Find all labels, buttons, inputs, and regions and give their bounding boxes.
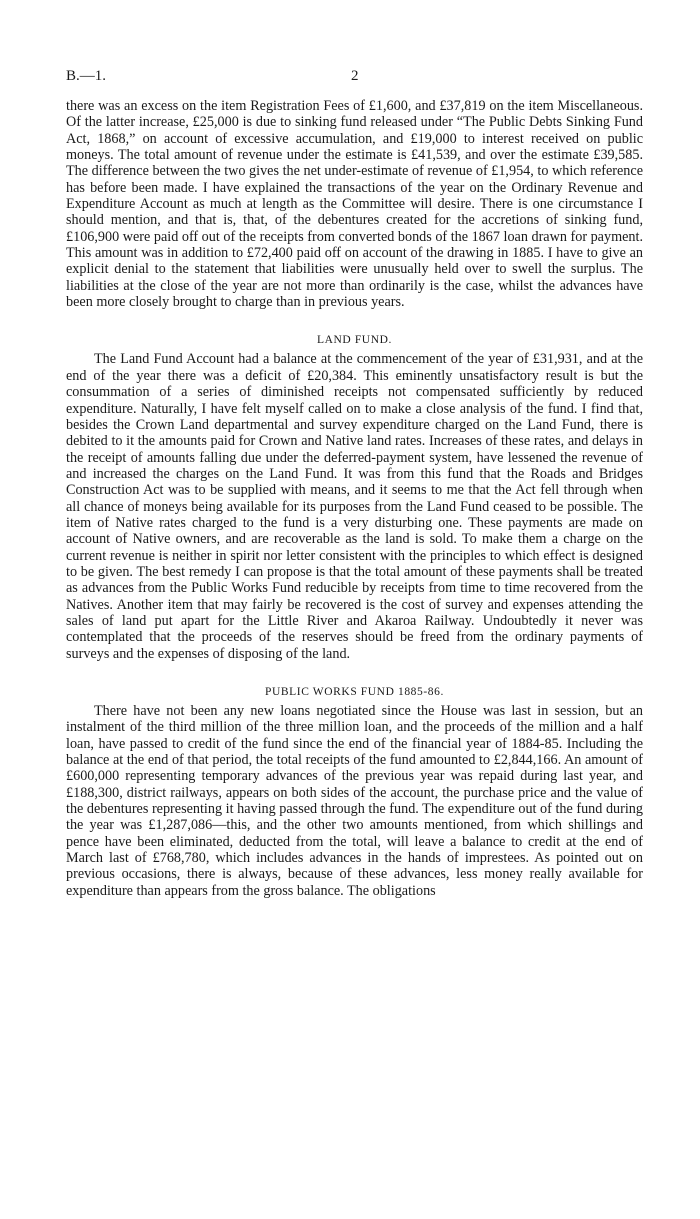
section-heading-land-fund: LAND FUND.: [317, 334, 392, 347]
public-works-fund-paragraph: There have not been any new loans negotiated since the House was last in session, but an instalment of the third million of the three million loan, and the proceeds of the million and a half loan, have passed to credit of the fund since the end of the financial year of 1884-85. Including the balance at the end of that period, the total receipts of the fund amounted to £2,844,166. An amount of £600,000 representing temporary advances of the previous year was repaid during last year, and £188,300, district railways, appears on both sides of the account, the purchase price and the value of the debentures representing it having passed through the fund. The expenditure out of the fund during the year was £1,287,086—this, and the other two amounts mentioned, from which shillings and pence have been eliminated, deducted from the total, will leave a balance to credit at the end of March last of £768,780, which includes advances in the hands of imprestees. As pointed out on previous occasions, there is always, because of these advances, less money really available for expenditure than appears from the gross balance. The obligations: [66, 703, 643, 899]
document-reference: B.—1.: [66, 68, 107, 84]
page-number: 2: [351, 68, 359, 84]
continuation-paragraph: there was an excess on the item Registration Fees of £1,600, and £37,819 on the item Miscellaneous. Of the latter increase, £25,000 is due to sinking fund released under “The Public Debts Sinking Fund Act, 1868,” on account of excessive accumulation, and £19,000 to interest received on public moneys. The total amount of revenue under the estimate is £41,539, and over the estimate £39,585. The difference between the two gives the net under-estimate of revenue of £1,954, to which reference has before been made. I have explained the transactions of the year on the Ordinary Revenue and Expenditure Account as much at length as the Committee will desire. There is one circumstance I should mention, and that is, that, of the debentures created for the accretions of sinking fund, £106,900 were paid off out of the receipts from converted bonds of the 1867 loan drawn for payment. This amount was in addition to £72,400 paid off on account of the drawing in 1885. I have to give an explicit denial to the statement that liabilities were unusually held over to swell the surplus. The liabilities at the close of the year are not more than ordinarily is the case, whilst the advances have been more closely brought to charge than in previous years.: [66, 98, 643, 311]
land-fund-paragraph: The Land Fund Account had a balance at the commencement of the year of £31,931, and at the end of the year there was a deficit of £20,384. This eminently unsatisfactory result is but the consummation of a series of diminished receipts not compensated sufficiently by reduced expenditure. Naturally, I have felt myself called on to make a close analysis of the fund. I find that, besides the Crown Land departmental and survey expenditure charged on the Land Fund, there is debited to it the amounts paid for Crown and Native land rates. Increases of these rates, and delays in the receipt of amounts falling due under the deferred-payment system, have lessened the revenue of and increased the charges on the Land Fund. It was from this fund that the Roads and Bridges Construction Act was to be supplied with means, and it seems to me that the Act fell through when all chance of moneys being available for its purposes from the Land Fund ceased to be possible. The item of Native rates charged to the fund is a very disturbing one. These payments are made on account of Native owners, and are recoverable as the land is sold. To make them a charge on the current revenue is neither in spirit nor letter consistent with the principles to which effect is designed to be given. The best remedy I can propose is that the total amount of these payments shall be treated as advances from the Public Works Fund reducible by receipts from time to time recovered from the Natives. Another item that may fairly be recovered is the cost of survey and expenses attending the sales of land put apart for the Little River and Akaroa Railway. Undoubtedly it never was contemplated that the proceeds of the reserves should be freed from the ordinary payments of surveys and the expenses of disposing of the land.: [66, 351, 643, 662]
section-heading-public-works-fund: PUBLIC WORKS FUND 1885-86.: [265, 686, 444, 698]
document-page: [66, 68, 643, 899]
page-header: [66, 68, 643, 98]
